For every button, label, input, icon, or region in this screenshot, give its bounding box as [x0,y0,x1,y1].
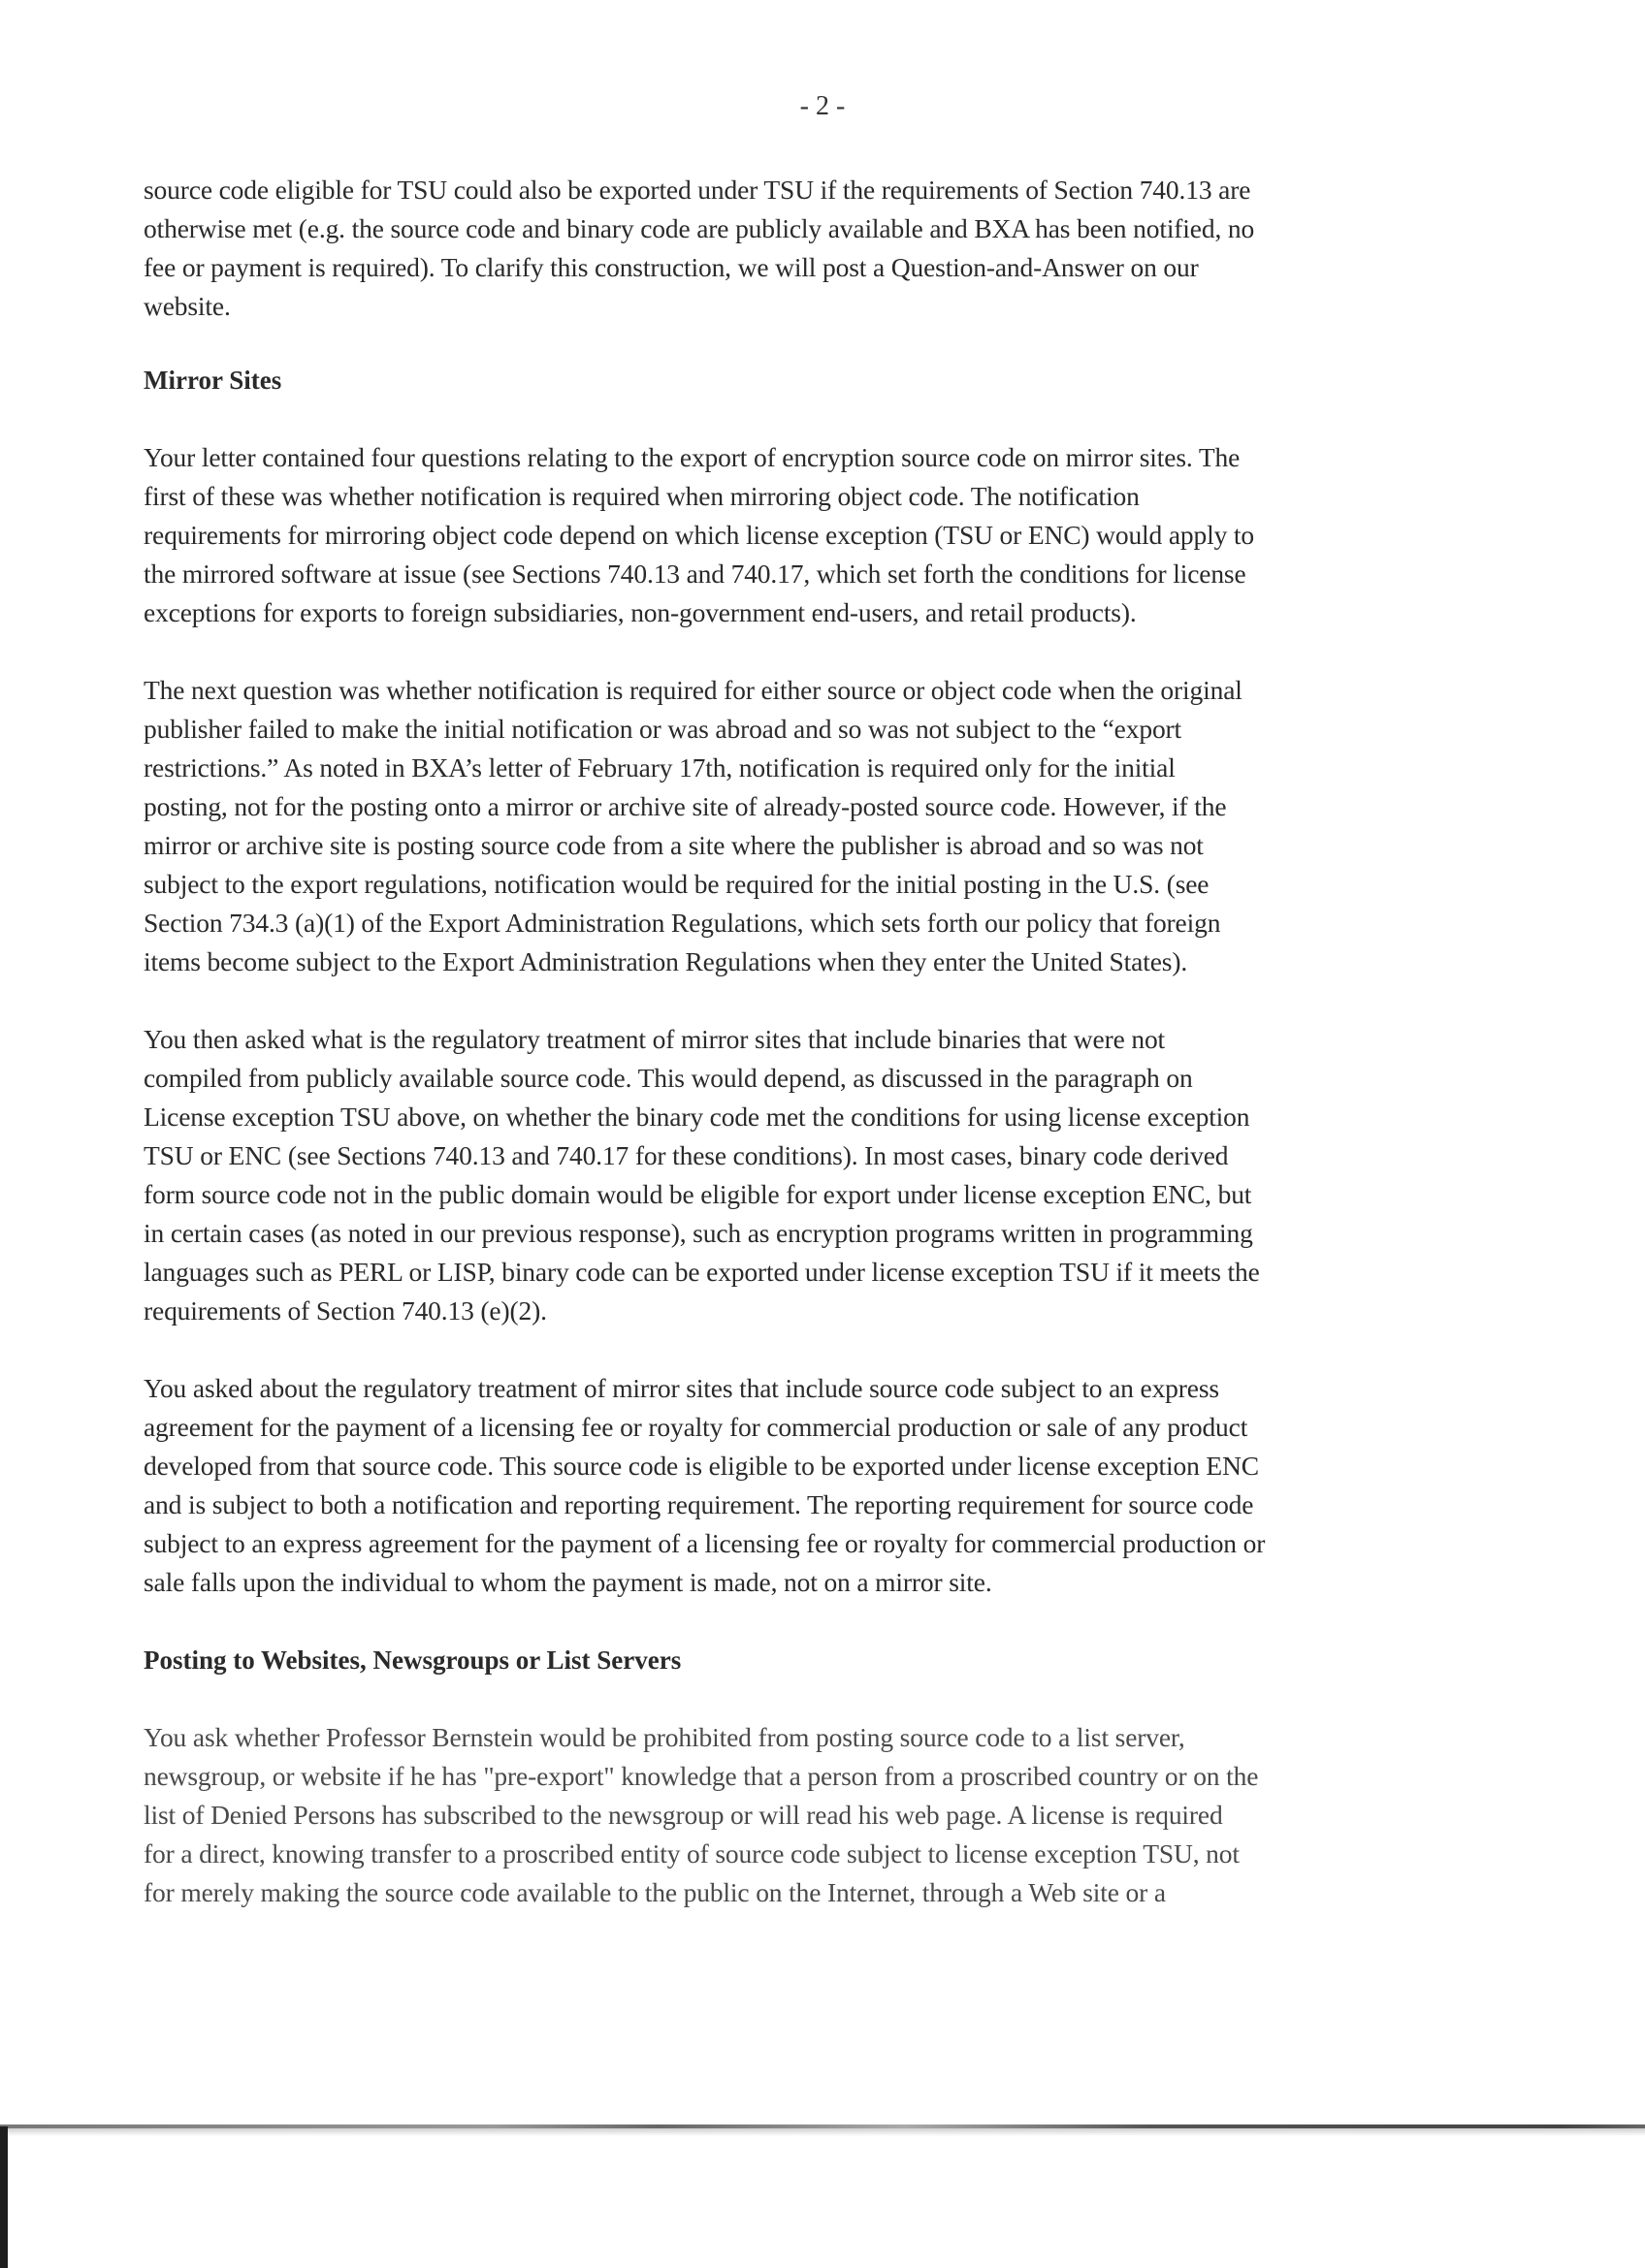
text-line: for a direct, knowing transfer to a proscribed entity of source code subject to license exception TSU, not [144,1838,1240,1869]
text-line: restrictions.” As noted in BXA’s letter of February 17th, notification is required only for the initial [144,752,1176,783]
text-line: for merely making the source code available to the public on the Internet, through a Web site or a [144,1877,1166,1907]
text-line: posting, not for the posting onto a mirror or archive site of already-posted source code. However, if the [144,791,1227,821]
text-line: list of Denied Persons has subscribed to the newsgroup or will read his web page. A license is required [144,1800,1223,1830]
text-line: agreement for the payment of a licensing fee or royalty for commercial production or sale of any product [144,1412,1248,1442]
text-line: You asked about the regulatory treatment of mirror sites that include source code subject to an express [144,1373,1219,1403]
text-line: TSU or ENC (see Sections 740.13 and 740.17 for these conditions). In most cases, binary code derived [144,1140,1229,1170]
section-heading-posting: Posting to Websites, Newsgroups or List Servers [144,1645,682,1675]
letter-body [144,171,1531,1912]
text-line: website. [144,291,231,321]
text-line: in certain cases (as noted in our previous response), such as encryption programs written in programming [144,1218,1253,1248]
paragraph-mirror-object-code [144,438,1531,632]
text-line: languages such as PERL or LISP, binary code can be exported under license exception TSU if it meets the [144,1257,1260,1287]
text-line: mirror or archive site is posting source code from a site where the publisher is abroad and so was not [144,830,1204,860]
scan-left-border [0,2126,8,2268]
text-line: The next question was whether notification is required for either source or object code when the original [144,675,1242,705]
text-line: items become subject to the Export Administration Regulations when they enter the United States). [144,946,1188,976]
text-line: otherwise met (e.g. the source code and binary code are publicly available and BXA has been notified, no [144,213,1255,243]
paragraph-mirror-notification [144,671,1531,981]
text-line: exceptions for exports to foreign subsidiaries, non-government end-users, and retail products). [144,597,1137,627]
text-line: License exception TSU above, on whether the binary code met the conditions for using license exception [144,1102,1250,1132]
text-line: requirements of Section 740.13 (e)(2). [144,1295,547,1326]
text-line: form source code not in the public domain would be eligible for export under license exception ENC, but [144,1179,1252,1209]
text-line: Section 734.3 (a)(1) of the Export Administration Regulations, which sets forth our policy that foreign [144,908,1221,938]
text-line: publisher failed to make the initial notification or was abroad and so was not subject to the “export [144,714,1182,744]
paragraph-tsu-continuation [144,171,1531,326]
text-line: You then asked what is the regulatory treatment of mirror sites that include binaries that were not [144,1024,1166,1054]
text-line: developed from that source code. This source code is eligible to be exported under license exception ENC [144,1451,1259,1481]
text-line: first of these was whether notification is required when mirroring object code. The notification [144,481,1140,511]
page-number: - 2 - [799,91,846,121]
text-line: source code eligible for TSU could also be exported under TSU if the requirements of Section 740.13 are [144,175,1251,205]
text-line: newsgroup, or website if he has "pre-export" knowledge that a person from a proscribed country or on the [144,1761,1259,1791]
text-line: the mirrored software at issue (see Sections 740.13 and 740.17, which set forth the conditions for license [144,559,1246,589]
paragraph-mirror-binaries [144,1020,1531,1330]
paragraph-posting-knowledge [144,1718,1531,1912]
section-heading-mirror-sites: Mirror Sites [144,366,282,395]
text-line: You ask whether Professor Bernstein would be prohibited from posting source code to a list server, [144,1722,1185,1752]
text-line: subject to an express agreement for the payment of a licensing fee or royalty for commercial production or [144,1528,1266,1558]
text-line: compiled from publicly available source code. This would depend, as discussed in the paragraph on [144,1063,1193,1093]
text-line: fee or payment is required). To clarify this construction, we will post a Question-and-Answer on our [144,252,1199,282]
paragraph-mirror-licensing-fee [144,1369,1531,1602]
scan-page-edge-shadow [0,2128,1645,2136]
text-line: Your letter contained four questions relating to the export of encryption source code on mirror sites. The [144,442,1241,472]
text-line: and is subject to both a notification and reporting requirement. The reporting requirement for source code [144,1489,1254,1519]
text-line: requirements for mirroring object code depend on which license exception (TSU or ENC) would apply to [144,520,1255,550]
text-line: subject to the export regulations, notification would be required for the initial posting in the U.S. (see [144,869,1210,899]
text-line: sale falls upon the individual to whom the payment is made, not on a mirror site. [144,1567,992,1597]
